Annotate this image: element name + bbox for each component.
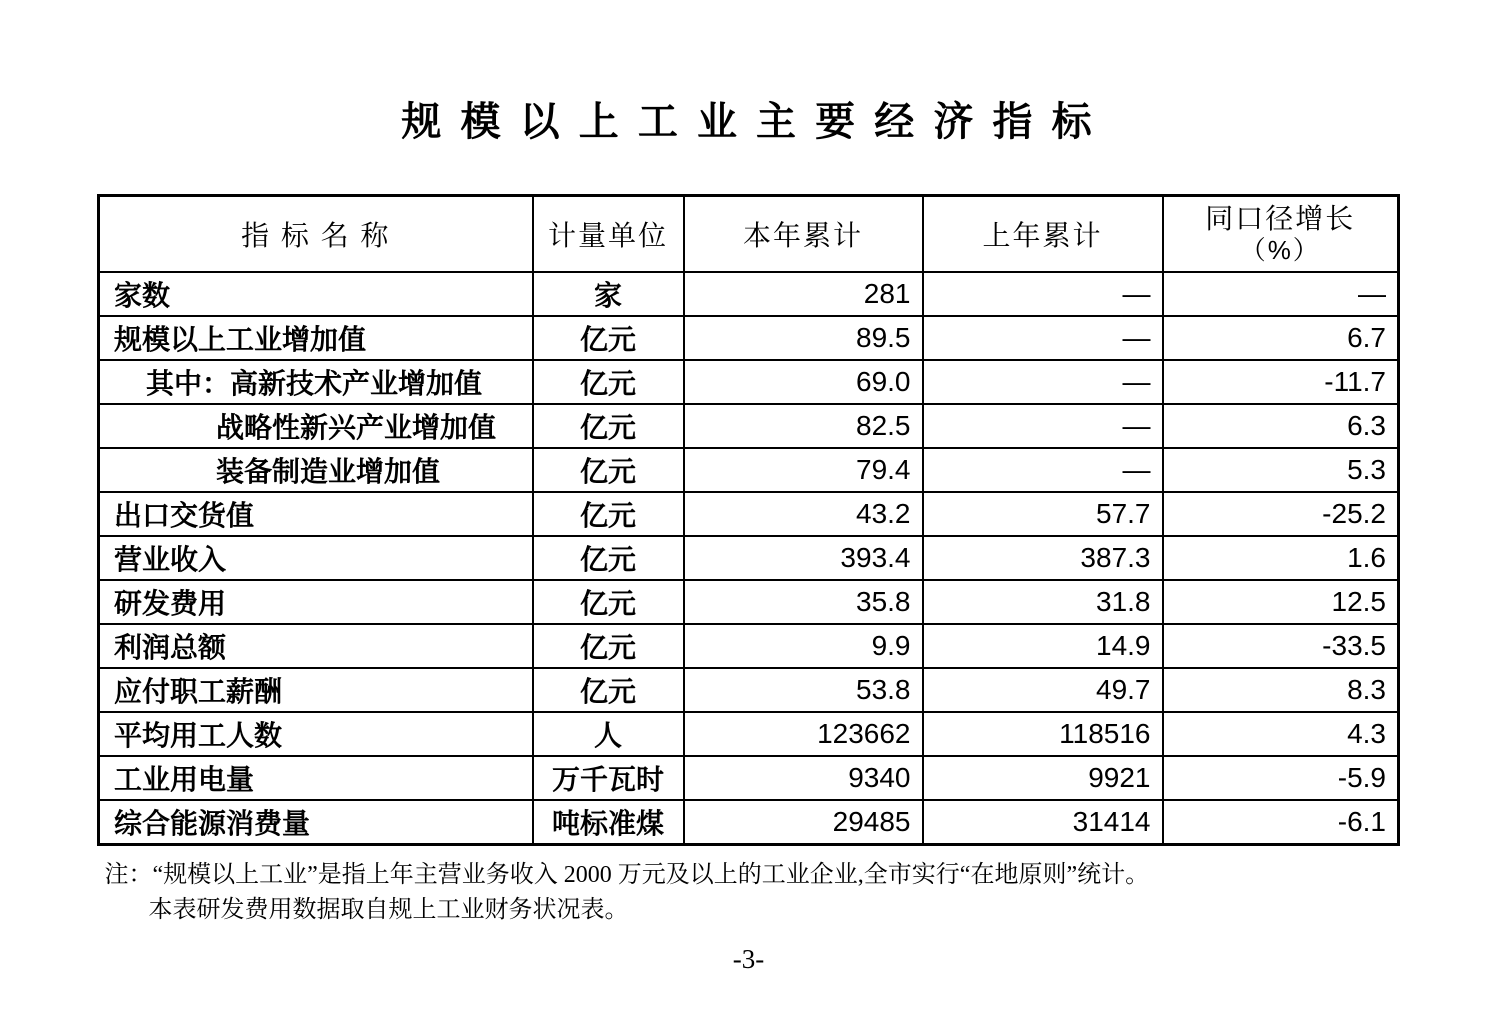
table-row xyxy=(99,272,1399,316)
unit-cell: 亿元 xyxy=(533,448,684,492)
indicator-name-cell: 综合能源消费量 xyxy=(99,800,533,845)
col-header-current-year: 本年累计 xyxy=(684,196,923,272)
table-row xyxy=(99,624,1399,668)
unit-cell: 家 xyxy=(533,272,684,316)
current-year-value-cell: 82.5 xyxy=(684,404,923,448)
table-row xyxy=(99,316,1399,360)
indicator-name-cell: 营业收入 xyxy=(99,536,533,580)
col-header-growth xyxy=(1163,196,1399,272)
table-row xyxy=(99,756,1399,800)
unit-cell: 亿元 xyxy=(533,624,684,668)
previous-year-value-cell: — xyxy=(923,360,1163,404)
previous-year-value-cell: 49.7 xyxy=(923,668,1163,712)
current-year-value-cell: 393.4 xyxy=(684,536,923,580)
indicators-table xyxy=(97,194,1400,846)
previous-year-value-cell: 118516 xyxy=(923,712,1163,756)
unit-cell: 吨标准煤 xyxy=(533,800,684,845)
previous-year-value-cell: 57.7 xyxy=(923,492,1163,536)
indicator-name-cell: 装备制造业增加值 xyxy=(99,448,533,492)
col-header-indicator-name: 指 标 名 称 xyxy=(99,196,533,272)
previous-year-value-cell: 14.9 xyxy=(923,624,1163,668)
previous-year-value-cell: 9921 xyxy=(923,756,1163,800)
col-header-growth-label: 同口径增长 xyxy=(1205,202,1356,234)
unit-cell: 亿元 xyxy=(533,316,684,360)
col-header-previous-year: 上年累计 xyxy=(923,196,1163,272)
unit-cell: 亿元 xyxy=(533,360,684,404)
previous-year-value-cell: — xyxy=(923,272,1163,316)
table-row xyxy=(99,712,1399,756)
growth-value-cell: 1.6 xyxy=(1163,536,1399,580)
current-year-value-cell: 53.8 xyxy=(684,668,923,712)
growth-value-cell: -33.5 xyxy=(1163,624,1399,668)
previous-year-value-cell: — xyxy=(923,404,1163,448)
indicator-name-cell: 应付职工薪酬 xyxy=(99,668,533,712)
previous-year-value-cell: — xyxy=(923,448,1163,492)
unit-cell: 万千瓦时 xyxy=(533,756,684,800)
col-header-growth-percent: （%） xyxy=(1239,234,1321,265)
table-row xyxy=(99,536,1399,580)
growth-value-cell: 5.3 xyxy=(1163,448,1399,492)
previous-year-value-cell: 31.8 xyxy=(923,580,1163,624)
indicator-name-cell: 工业用电量 xyxy=(99,756,533,800)
col-header-unit: 计量单位 xyxy=(533,196,684,272)
growth-value-cell: -5.9 xyxy=(1163,756,1399,800)
indicator-name-cell: 利润总额 xyxy=(99,624,533,668)
current-year-value-cell: 79.4 xyxy=(684,448,923,492)
current-year-value-cell: 43.2 xyxy=(684,492,923,536)
page-title: 规 模 以 上 工 业 主 要 经 济 指 标 xyxy=(401,100,1096,144)
previous-year-value-cell: 31414 xyxy=(923,800,1163,845)
current-year-value-cell: 29485 xyxy=(684,800,923,845)
indicator-name-cell: 研发费用 xyxy=(99,580,533,624)
growth-value-cell: 12.5 xyxy=(1163,580,1399,624)
table-row xyxy=(99,580,1399,624)
indicator-name-cell: 出口交货值 xyxy=(99,492,533,536)
indicator-name-cell: 其中：高新技术产业增加值 xyxy=(99,360,533,404)
table-row xyxy=(99,404,1399,448)
table-row xyxy=(99,360,1399,404)
table-body xyxy=(99,272,1399,845)
unit-cell: 亿元 xyxy=(533,492,684,536)
current-year-value-cell: 69.0 xyxy=(684,360,923,404)
table-header-row xyxy=(99,196,1399,272)
footnotes xyxy=(99,858,1399,928)
indicator-name-cell: 家数 xyxy=(99,272,533,316)
growth-value-cell: 8.3 xyxy=(1163,668,1399,712)
unit-cell: 人 xyxy=(533,712,684,756)
table-row xyxy=(99,668,1399,712)
table-row xyxy=(99,492,1399,536)
indicator-name-cell: 战略性新兴产业增加值 xyxy=(99,404,533,448)
current-year-value-cell: 35.8 xyxy=(684,580,923,624)
previous-year-value-cell: 387.3 xyxy=(923,536,1163,580)
indicator-name-cell: 平均用工人数 xyxy=(99,712,533,756)
growth-value-cell: — xyxy=(1163,272,1399,316)
current-year-value-cell: 281 xyxy=(684,272,923,316)
growth-value-cell: 6.3 xyxy=(1163,404,1399,448)
footnote-line-1: 注：“规模以上工业”是指上年主营业务收入 2000 万元及以上的工业企业,全市实行“在地原则”统计。 xyxy=(104,861,1150,888)
current-year-value-cell: 9.9 xyxy=(684,624,923,668)
previous-year-value-cell: — xyxy=(923,316,1163,360)
growth-value-cell: 4.3 xyxy=(1163,712,1399,756)
growth-value-cell: -25.2 xyxy=(1163,492,1399,536)
footnote-line-2: 本表研发费用数据取自规上工业财务状况表。 xyxy=(148,896,629,923)
indicator-name-cell: 规模以上工业增加值 xyxy=(99,316,533,360)
current-year-value-cell: 123662 xyxy=(684,712,923,756)
growth-value-cell: 6.7 xyxy=(1163,316,1399,360)
unit-cell: 亿元 xyxy=(533,580,684,624)
table-row xyxy=(99,800,1399,845)
growth-value-cell: -6.1 xyxy=(1163,800,1399,845)
unit-cell: 亿元 xyxy=(533,668,684,712)
page-number: -3- xyxy=(732,943,765,974)
unit-cell: 亿元 xyxy=(533,536,684,580)
unit-cell: 亿元 xyxy=(533,404,684,448)
growth-value-cell: -11.7 xyxy=(1163,360,1399,404)
current-year-value-cell: 89.5 xyxy=(684,316,923,360)
table-row xyxy=(99,448,1399,492)
current-year-value-cell: 9340 xyxy=(684,756,923,800)
